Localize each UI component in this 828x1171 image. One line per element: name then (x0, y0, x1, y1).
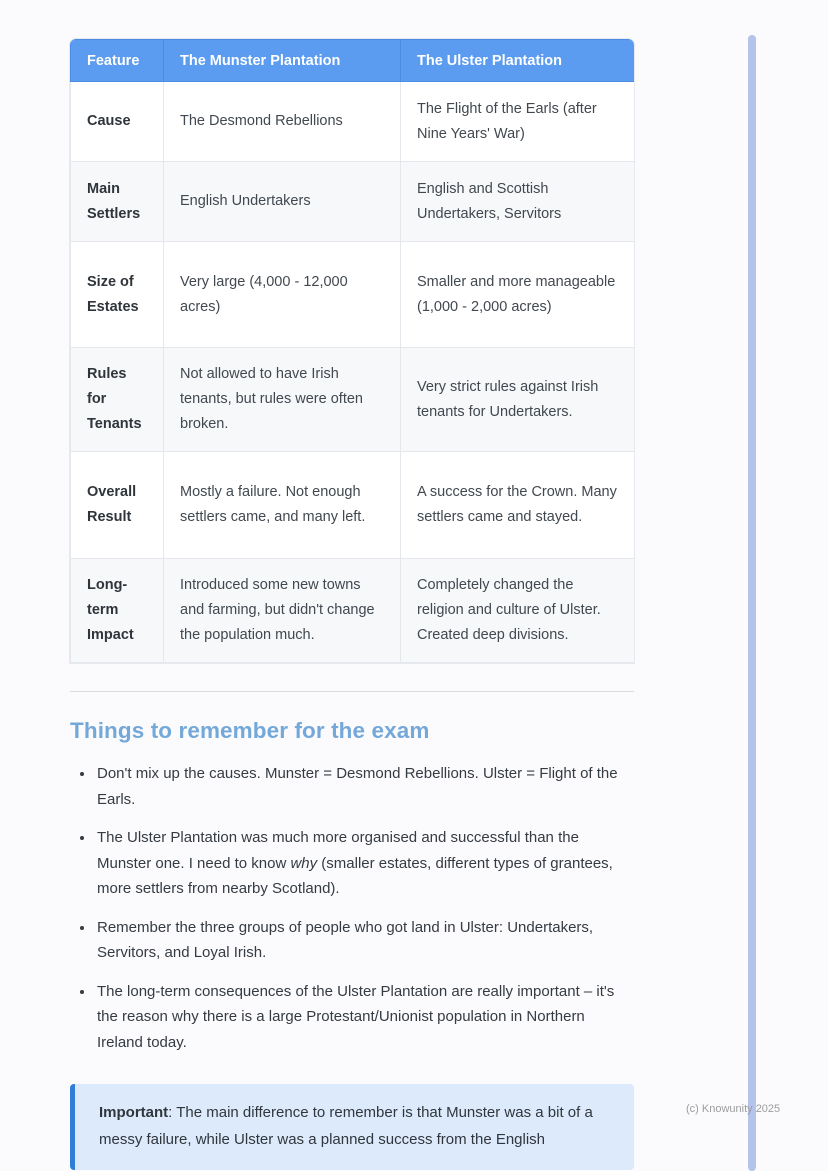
column-header-feature: Feature (71, 40, 164, 82)
munster-cell: Not allowed to have Irish tenants, but rules were often broken. (164, 348, 401, 452)
ulster-cell: The Flight of the Earls (after Nine Years' War) (401, 82, 635, 162)
feature-cell: Main Settlers (71, 162, 164, 242)
table-row (71, 82, 635, 162)
table-row (71, 162, 635, 242)
list-item-text: Remember the three groups of people who got land in Ulster: Undertakers, Servitors, and Loyal Irish. (97, 918, 594, 961)
list-item-text: The Ulster Plantation was much more organised and successful than the Munster one. I need to know (97, 829, 579, 872)
table-row (71, 242, 635, 348)
section-divider (70, 691, 634, 692)
scrollbar-thumb[interactable] (748, 35, 756, 1171)
callout-label: Important (99, 1104, 169, 1121)
ulster-cell: English and Scottish Undertakers, Servitors (401, 162, 635, 242)
list-item-emphasis: why (290, 854, 318, 872)
feature-cell: Cause (71, 82, 164, 162)
munster-cell: Very large (4,000 - 12,000 acres) (164, 242, 401, 348)
ulster-cell: A success for the Crown. Many settlers came and stayed. (401, 452, 635, 559)
feature-cell: Size of Estates (71, 242, 164, 348)
table-header-row (71, 40, 635, 82)
table-row (71, 348, 635, 452)
list-item (95, 761, 634, 812)
list-item (95, 915, 634, 966)
callout-text (99, 1099, 612, 1153)
munster-cell: The Desmond Rebellions (164, 82, 401, 162)
callout-body: : The main difference to remember is that Munster was a bit of a messy failure, while Ulster was a planned success from the English (99, 1104, 593, 1148)
table-row (71, 559, 635, 663)
exam-tips-list (70, 761, 634, 1055)
list-item (95, 979, 634, 1056)
list-item (95, 825, 634, 902)
ulster-cell: Completely changed the religion and culture of Ulster. Created deep divisions. (401, 559, 635, 663)
ulster-cell: Smaller and more manageable (1,000 - 2,000 acres) (401, 242, 635, 348)
section-heading: Things to remember for the exam (70, 718, 430, 743)
comparison-table (70, 39, 634, 663)
column-header-ulster: The Ulster Plantation (401, 40, 635, 82)
document-content (70, 39, 634, 1170)
column-header-munster: The Munster Plantation (164, 40, 401, 82)
list-item-text: The long-term consequences of the Ulster Plantation are really important – it's the reason why there is a large Protestant/Unionist population in Northern Ireland today. (97, 982, 615, 1051)
table-row (71, 452, 635, 559)
munster-cell: Introduced some new towns and farming, but didn't change the population much. (164, 559, 401, 663)
feature-cell: Rules for Tenants (71, 348, 164, 452)
munster-cell: Mostly a failure. Not enough settlers came, and many left. (164, 452, 401, 559)
list-item-text: (smaller estates, different types of grantees, more settlers from nearby Scotland). (97, 854, 613, 897)
important-callout (70, 1084, 634, 1170)
feature-cell: Long-term Impact (71, 559, 164, 663)
watermark-text: (c) Knowunity 2025 (686, 1103, 781, 1115)
list-item-text: Don't mix up the causes. Munster = Desmond Rebellions. Ulster = Flight of the Earls. (97, 765, 618, 808)
feature-cell: Overall Result (71, 452, 164, 559)
munster-cell: English Undertakers (164, 162, 401, 242)
ulster-cell: Very strict rules against Irish tenants for Undertakers. (401, 348, 635, 452)
